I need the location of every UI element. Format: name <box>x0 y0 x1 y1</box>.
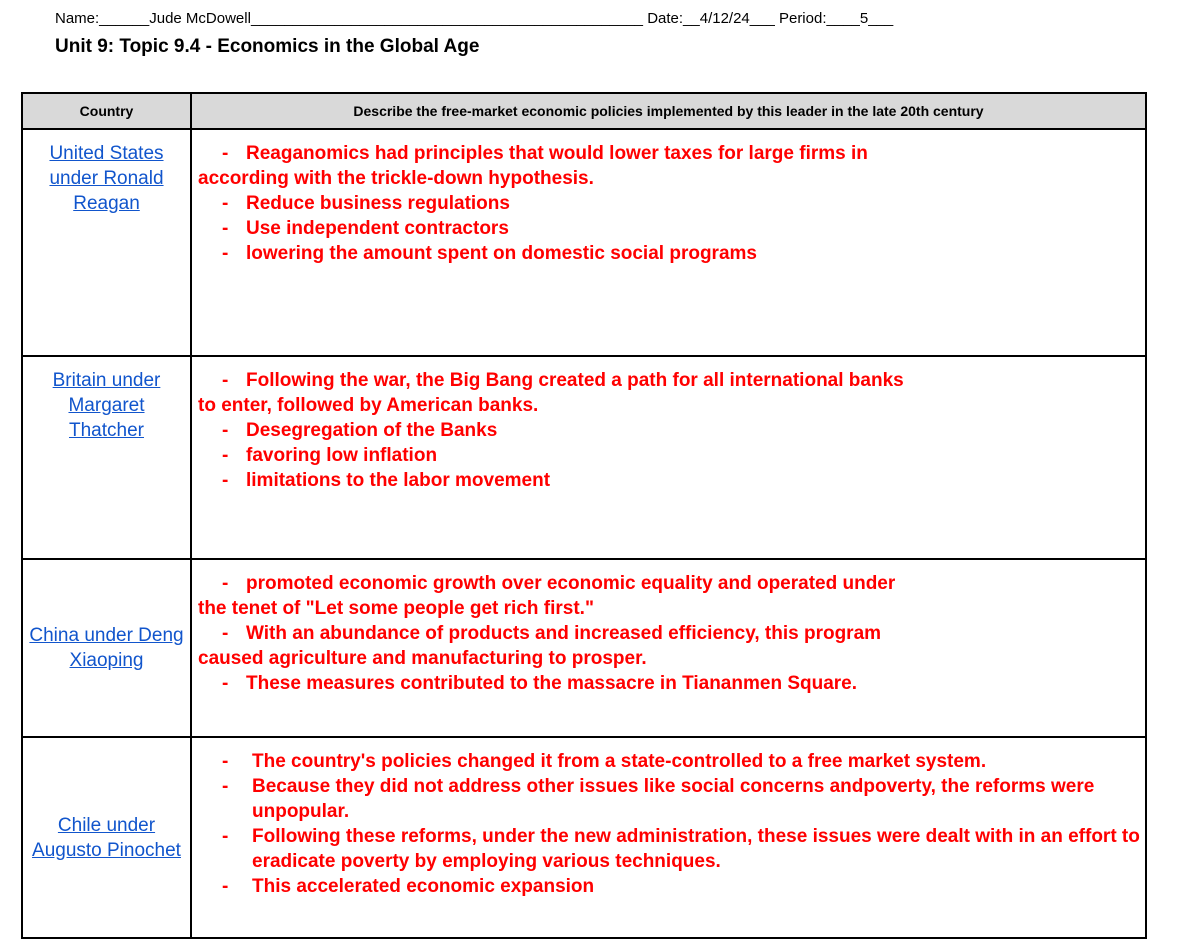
list-item: - Because they did not address other issues like social concerns andpoverty, the reforms were unpopular. <box>222 776 1095 822</box>
list-item: - The country's policies changed it from a state-controlled to a free market system. <box>222 751 987 772</box>
country-cell <box>22 559 191 737</box>
description-cell <box>191 559 1146 737</box>
bullet-dash: - <box>222 573 229 594</box>
list-item-continuation: to enter, followed by American banks. <box>198 395 539 416</box>
list-item: - This accelerated economic expansion <box>222 876 595 897</box>
student-info-line: Name:______Jude McDowell_______________________________________________ Date:__4/12/24___ Period:____5___ <box>55 10 894 27</box>
bullet-dash: - <box>222 218 229 239</box>
table-header-row <box>22 93 1146 129</box>
table-row <box>22 129 1146 356</box>
list-item: - These measures contributed to the massacre in Tiananmen Square. <box>198 671 1141 696</box>
country-link-deng[interactable]: China under Deng Xiaoping <box>29 625 184 671</box>
list-item: - Following these reforms, under the new administration, these issues were dealt with in an effort to eradicate poverty by employing various techniques. <box>222 826 1140 872</box>
list-item: - Desegregation of the Banks <box>198 418 1141 443</box>
list-item: - lowering the amount spent on domestic social programs <box>198 241 1141 266</box>
list-item-continuation: caused agriculture and manufacturing to prosper. <box>198 648 647 669</box>
country-cell <box>22 129 191 356</box>
description-cell <box>191 129 1146 356</box>
policies-table <box>21 92 1147 939</box>
list-item-continuation: according with the trickle-down hypothesis. <box>198 168 594 189</box>
list-item: - favoring low inflation <box>198 443 1141 468</box>
table-row <box>22 737 1146 938</box>
bullet-dash: - <box>222 876 229 897</box>
description-cell <box>191 356 1146 559</box>
worksheet-title: Unit 9: Topic 9.4 - Economics in the Global Age <box>55 36 480 57</box>
table-row <box>22 559 1146 737</box>
list-item: - With an abundance of products and increased efficiency, this program <box>198 621 1141 646</box>
list-item: - Reduce business regulations <box>198 191 1141 216</box>
bullet-dash: - <box>222 751 229 772</box>
description-column-header: Describe the free-market economic policies implemented by this leader in the late 20th century <box>191 93 1146 129</box>
bullet-dash: - <box>222 673 229 694</box>
country-link-pinochet[interactable]: Chile under Augusto Pinochet <box>32 814 181 861</box>
bullet-dash: - <box>222 470 229 491</box>
bullet-dash: - <box>222 420 229 441</box>
bullet-dash: - <box>222 143 229 164</box>
bullet-dash: - <box>222 776 229 797</box>
bullet-dash: - <box>222 193 229 214</box>
list-item: - Reaganomics had principles that would lower taxes for large firms in <box>198 141 1141 166</box>
bullet-dash: - <box>222 623 229 644</box>
country-link-thatcher[interactable]: Britain under Margaret Thatcher <box>52 370 161 441</box>
bullet-dash: - <box>222 445 229 466</box>
list-item: - limitations to the labor movement <box>198 468 1141 493</box>
country-cell <box>22 356 191 559</box>
list-item: - promoted economic growth over economic equality and operated under <box>198 571 1141 596</box>
bullet-dash: - <box>222 243 229 264</box>
list-item: - Use independent contractors <box>198 216 1141 241</box>
country-link-reagan[interactable]: United States under Ronald Reagan <box>49 143 164 214</box>
country-column-header: Country <box>22 93 191 129</box>
bullet-dash: - <box>222 826 229 847</box>
country-cell <box>22 737 191 938</box>
table-row <box>22 356 1146 559</box>
list-item: - Following the war, the Big Bang created a path for all international banks <box>198 368 1141 393</box>
bullet-dash: - <box>222 370 229 391</box>
list-item-continuation: the tenet of "Let some people get rich first." <box>198 598 594 619</box>
description-cell <box>191 737 1146 938</box>
